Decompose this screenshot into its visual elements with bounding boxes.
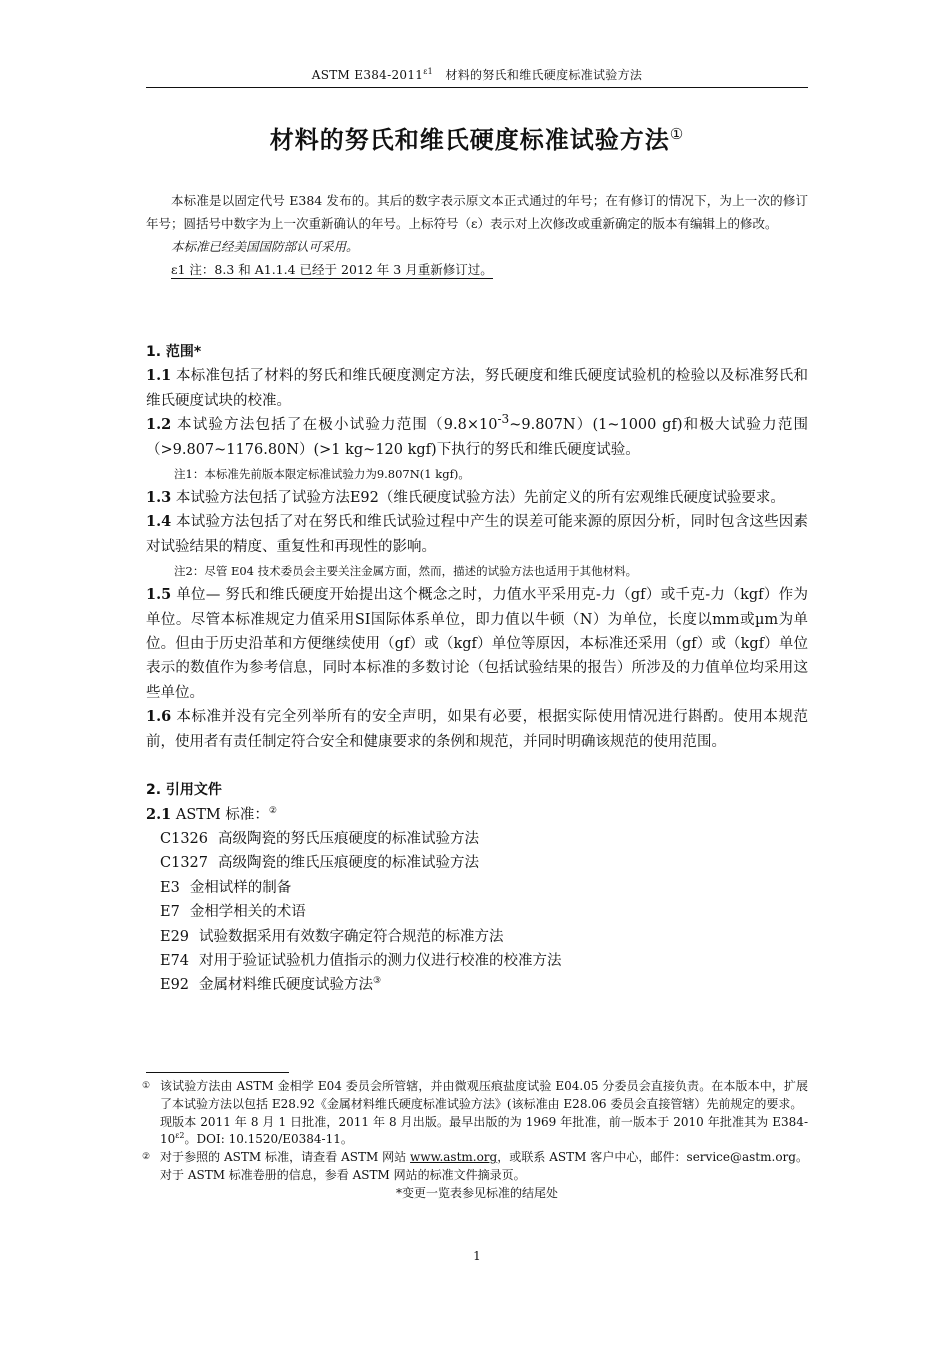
footnote-1 — [142, 1078, 808, 1149]
header-code: ASTM E384-2011 — [311, 68, 424, 82]
reference-item — [146, 851, 808, 875]
clause-text-a: 本试验方法包括了在极小试验力范围（9.8×10 — [177, 417, 498, 434]
reference-code: E92 — [160, 977, 190, 994]
reference-code: E29 — [160, 928, 190, 945]
note-1: 注1：本标准先前版本限定标准试验力为9.807N(1 kgf)。 — [174, 467, 470, 482]
document-body — [146, 340, 808, 998]
section-1-heading: 1. 范围* — [146, 344, 202, 360]
intro-revision-text: ε1 注：8.3 和 A1.1.4 已经于 2012 年 3 月重新修订过。 — [171, 262, 493, 277]
document-title — [146, 120, 808, 155]
reference-code: E3 — [160, 879, 180, 896]
reference-item — [146, 949, 808, 973]
reference-item — [146, 876, 808, 900]
clause-text: 本试验方法包括了对在努氏和维氏试验过程中产生的误差可能来源的原因分析，同时包含这些因素对试验结果的精度、重复性和再现性的影响。 — [146, 514, 808, 555]
clause-text: 本标准包括了材料的努氏和维氏硬度测定方法，努氏硬度和维氏硬度试验机的检验以及标准努氏和维氏硬度试块的校准。 — [146, 368, 808, 409]
clause-number: 1.6 — [146, 708, 172, 726]
reference-item — [146, 925, 808, 949]
section-2-heading: 2. 引用文件 — [146, 782, 222, 799]
footnote-1-text: 该试验方法由 ASTM 金相学 E04 委员会所管辖，并由微观压痕盐度试验 E04.05 分委员会直接负责。在本版本中，扩展了本试验方法以包括 E28.92《金属材料维氏硬度标准试验方法》(该标准由 E28.06 委员会直接管辖）先前规定的要求。 — [160, 1079, 808, 1111]
footnote-2-text — [160, 1149, 808, 1185]
footnote-mark: ① — [142, 1081, 151, 1091]
footnote-1-sup: ε2 — [175, 1131, 185, 1141]
reference-code: C1326 — [160, 830, 208, 847]
footnote-2-text-b: ，或联系 ASTM 客户中心，邮件：service@astm.org。对于 ASTM 标准卷册的信息，参看 ASTM 网站的标准文件摘录页。 — [160, 1150, 808, 1182]
section-gap — [146, 754, 808, 778]
reference-title: 对用于验证试验机力值指示的测力仪进行校准的校准方法 — [199, 952, 562, 969]
clause-number: 1.2 — [146, 416, 172, 434]
reference-item — [146, 973, 808, 997]
intro-dod-note: 本标准已经美国国防部认可采用。 — [171, 239, 359, 254]
clause-text: 本标准并没有完全列举所有的安全声明，如果有必要，根据实际使用情况进行斟酌。使用本规范前，使用者有责任制定符合安全和健康要求的条例和规范，并同时明确该规范的使用范围。 — [146, 709, 809, 750]
footnote-2 — [142, 1149, 808, 1185]
footnote-ref-2: ② — [268, 805, 277, 816]
footnote-1-version — [160, 1114, 808, 1150]
clause-superscript: -3 — [497, 412, 510, 427]
document-title-text: 材料的努氏和维氏硬度标准试验方法 — [269, 126, 670, 154]
footnotes — [142, 1078, 808, 1203]
reference-title: 试验数据采用有效数字确定符合规范的标准方法 — [199, 928, 504, 945]
reference-item — [146, 827, 808, 851]
footnote-rule — [146, 1072, 289, 1073]
clause-1-6 — [146, 705, 808, 754]
footnote-1-version-a: 现版本 2011 年 8 月 1 日批准，2011 年 8 月出版。最早出版的为 1969 年批准，前一版本于 2010 年批准其为 E384-10 — [160, 1114, 808, 1147]
page-number: 1 — [473, 1249, 481, 1263]
clause-text-b: ~9.807N）(1~1000 gf)和极大试验力范围（>9.807~1176.80N）(>1 kg~120 kgf)下执行的努氏和维氏硬度试验。 — [146, 417, 809, 458]
clause-1-5 — [146, 583, 808, 705]
footnote-mark: ② — [142, 1152, 151, 1163]
reference-title: 金相试样的制备 — [189, 879, 292, 896]
clause-text: ASTM 标准： — [175, 806, 269, 823]
clause-number: 1.1 — [146, 367, 172, 385]
clause-number: 1.4 — [146, 513, 172, 531]
reference-title: 金属材料维氏硬度试验方法 — [199, 977, 374, 994]
reference-title: 高级陶瓷的努氏压痕硬度的标准试验方法 — [218, 830, 479, 847]
footnote-1-version-b: 。DOI: 10.1520/E0384-11。 — [184, 1132, 353, 1147]
clause-1-2 — [146, 413, 808, 462]
header-code-sup: ε1 — [423, 67, 434, 76]
reference-title: 高级陶瓷的维氏压痕硬度的标准试验方法 — [218, 855, 479, 872]
astm-website-link[interactable]: www.astm.org — [410, 1150, 498, 1165]
clause-number: 1.5 — [146, 586, 172, 604]
reference-code: C1327 — [160, 855, 208, 872]
title-footnote-mark: ① — [669, 125, 685, 143]
intro-paragraph: 本标准是以固定代号 E384 发布的。其后的数字表示原文本正式通过的年号；在有修订的情况下，为上一次的修订年号；圆括号中数字为上一次重新确认的年号。上标符号（ε）表示对上次修改或重新确定的版本有编辑上的修改。 — [146, 193, 808, 231]
clause-1-1 — [146, 364, 808, 413]
footnote-2-text-a: 对于参照的 ASTM 标准，请查看 ASTM 网站 — [160, 1150, 411, 1165]
intro-block — [146, 189, 808, 281]
note-2: 注2：尽管 E04 技术委员会主要关注金属方面，然而，描述的试验方法也适用于其他材料。 — [174, 564, 638, 579]
clause-1-4 — [146, 510, 808, 559]
clause-number: 2.1 — [146, 805, 172, 823]
reference-item — [146, 900, 808, 924]
clause-2-1 — [146, 803, 808, 827]
clause-1-3 — [146, 486, 808, 510]
running-header — [146, 66, 808, 83]
clause-number: 1.3 — [146, 489, 172, 507]
footnote-ref-3: ③ — [373, 976, 382, 987]
clause-text: 本试验方法包括了试验方法E92（维氏硬度试验方法）先前定义的所有宏观维氏硬度试验要求。 — [175, 490, 785, 507]
reference-code: E74 — [160, 952, 190, 969]
reference-code: E7 — [160, 904, 180, 921]
clause-text: 单位— 努氏和维氏硬度开始提出这个概念之时，力值水平采用克-力（gf）或千克-力（kgf）作为单位。尽管本标准规定力值采用SI国际体系单位，即力值以牛顿（N）为单位，长度以mm或µm为单位。但由于历史沿革和方便继续使用（gf）或（kgf）单位等原因，本标准还采用（gf）或（kgf）单位表示的数值作为参考信息，同时本标准的多数讨论（包括试验结果的报告）所涉及的力值单位均采用这些单位。 — [146, 587, 809, 701]
change-summary-note: *变更一览表参见标准的结尾处 — [395, 1185, 558, 1200]
reference-title: 金相学相关的术语 — [189, 904, 306, 921]
header-rule — [146, 87, 808, 88]
intro-revision-note — [146, 258, 808, 281]
header-title: 材料的努氏和维氏硬度标准试验方法 — [445, 68, 643, 82]
